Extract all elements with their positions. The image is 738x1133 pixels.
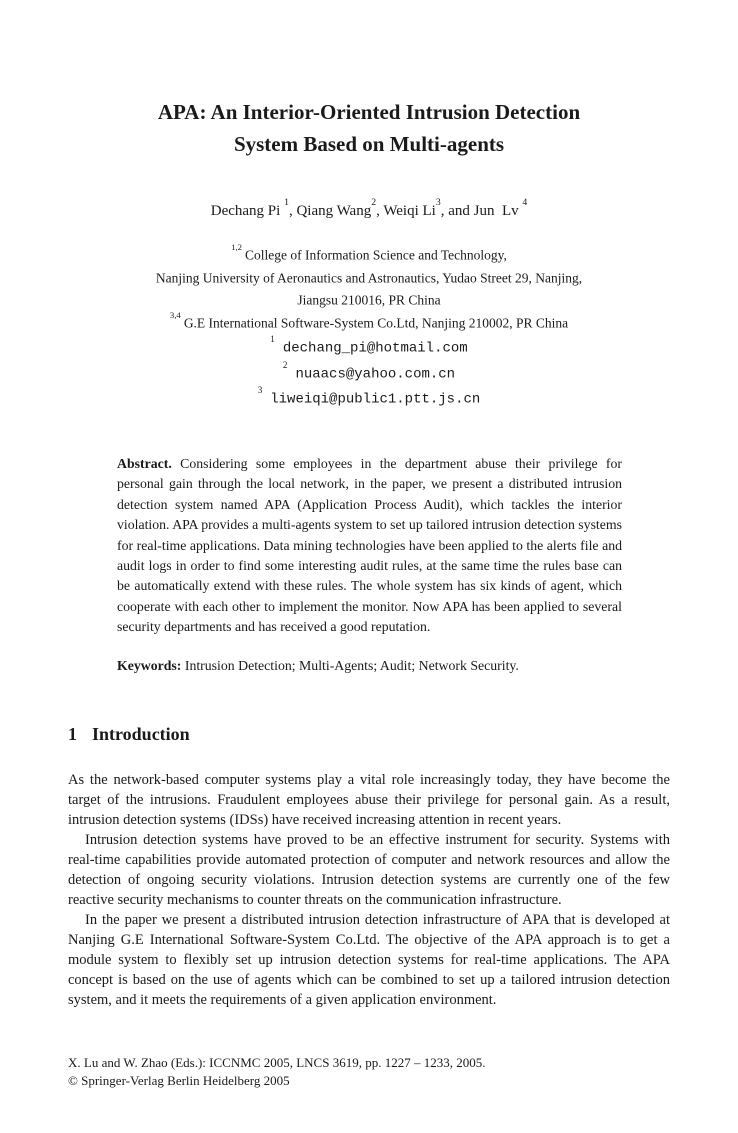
authors-line (68, 196, 670, 222)
affiliation-line (68, 265, 670, 288)
author-name: Dechang Pi (210, 203, 285, 219)
affiliation-text: College of Information Science and Technology, (245, 247, 507, 263)
author-superscript: 3 (435, 196, 441, 208)
section-title: Introduction (92, 723, 190, 744)
author-name: Qiang Wang (296, 203, 372, 219)
body-paragraph-1: As the network-based computer systems play a vital role increasingly today, they have become the target of the intrusions. Fraudulent employees abuse their privilege for personal gain. As a result, intrusion detection systems (IDSs) have received increasing attention in recent years. (68, 771, 670, 828)
affiliation-text: G.E International Software-System Co.Ltd, Nanjing 210002, PR China (183, 315, 569, 330)
body-paragraph-3: In the paper we present a distributed intrusion detection infrastructure of APA that is developed at Nanjing G.E International Software-System Co.Ltd. The objective of the APA approach is to get a module system to flexibly set up intrusion detection systems for real-time applications. The APA concept is based on the use of agents which can be combined to set up a tailored intrusion detection system, and it meets the requirements of a given application environment. (68, 911, 670, 1008)
author-separator: , and (440, 203, 474, 219)
page-footer (68, 1054, 670, 1090)
author-2 (296, 196, 384, 219)
paper-title (68, 96, 670, 160)
email-address: liweiqi@public1.ptt.js.cn (270, 391, 481, 408)
author-superscript: 1 (284, 196, 289, 208)
email-line (68, 333, 670, 359)
abstract-block (117, 454, 622, 638)
author-name: Jun Lv (473, 203, 523, 219)
keywords-label: Keywords: (117, 657, 182, 673)
author-4 (473, 196, 528, 219)
keywords-line (117, 656, 622, 676)
keywords-text: Intrusion Detection; Multi-Agents; Audit; Network Security. (184, 657, 519, 673)
email-address: dechang_pi@hotmail.com (282, 340, 468, 357)
email-line (68, 359, 670, 385)
emails-block (68, 333, 670, 410)
body-paragraph-2: Intrusion detection systems have proved to be an effective instrument for security. Systems with real-time capabilities provide automated protection of computer and network resources and allow the detection of ongoing security violations. Intrusion detection systems are currently one of the few reactive security mechanisms to counter threats on the communication infrastructure. (68, 831, 670, 908)
email-address: nuaacs@yahoo.com.cn (295, 366, 456, 383)
email-superscript: 1 (270, 333, 275, 344)
title-line-1: APA: An Interior-Oriented Intrusion Detection (157, 100, 581, 124)
title-line-2: System Based on Multi-agents (233, 132, 505, 156)
footer-copyright: © Springer-Verlag Berlin Heidelberg 2005 (68, 1073, 290, 1088)
email-line (68, 384, 670, 410)
section-heading-introduction (68, 722, 670, 746)
author-1 (210, 196, 297, 219)
author-superscript: 4 (522, 196, 528, 208)
affiliation-superscript: 1,2 (231, 242, 243, 253)
section-number: 1 (68, 723, 77, 744)
email-superscript: 3 (257, 385, 263, 396)
affiliation-line (68, 310, 670, 333)
affiliation-superscript: 3,4 (169, 309, 181, 320)
author-separator: , (288, 203, 297, 219)
affiliation-text: Nanjing University of Aeronautics and Astronautics, Yudao Street 29, Nanjing, (155, 270, 583, 285)
footer-citation: X. Lu and W. Zhao (Eds.): ICCNMC 2005, LNCS 3619, pp. 1227 – 1233, 2005. (68, 1055, 486, 1070)
author-superscript: 2 (371, 196, 377, 208)
affiliation-text: Jiangsu 210016, PR China (297, 292, 441, 308)
author-name: Weiqi Li (383, 203, 436, 219)
affiliations-block (68, 242, 670, 332)
email-superscript: 2 (282, 359, 288, 370)
abstract-text: Considering some employees in the department abuse their privilege for personal gain through the local network, in the paper, we present a distributed intrusion detection system named APA (Application Process Audit), which tackles the interior violation. APA provides a multi-agents system to set up tailored intrusion detection systems for real-time applications. Data mining technologies have been applied to the alerts file and audit logs in order to find some interesting audit rules, at the same time the rules base can be automatically extend with these rules. The whole system has six kinds of agent, which cooperate with each other to implement the monitor. Now APA has been applied to several security departments and has received a good reputation. (117, 455, 622, 635)
affiliation-line (68, 287, 670, 310)
affiliation-line (68, 242, 670, 265)
author-separator: , (376, 203, 384, 219)
author-3 (383, 196, 474, 219)
abstract-label: Abstract. (117, 455, 172, 471)
